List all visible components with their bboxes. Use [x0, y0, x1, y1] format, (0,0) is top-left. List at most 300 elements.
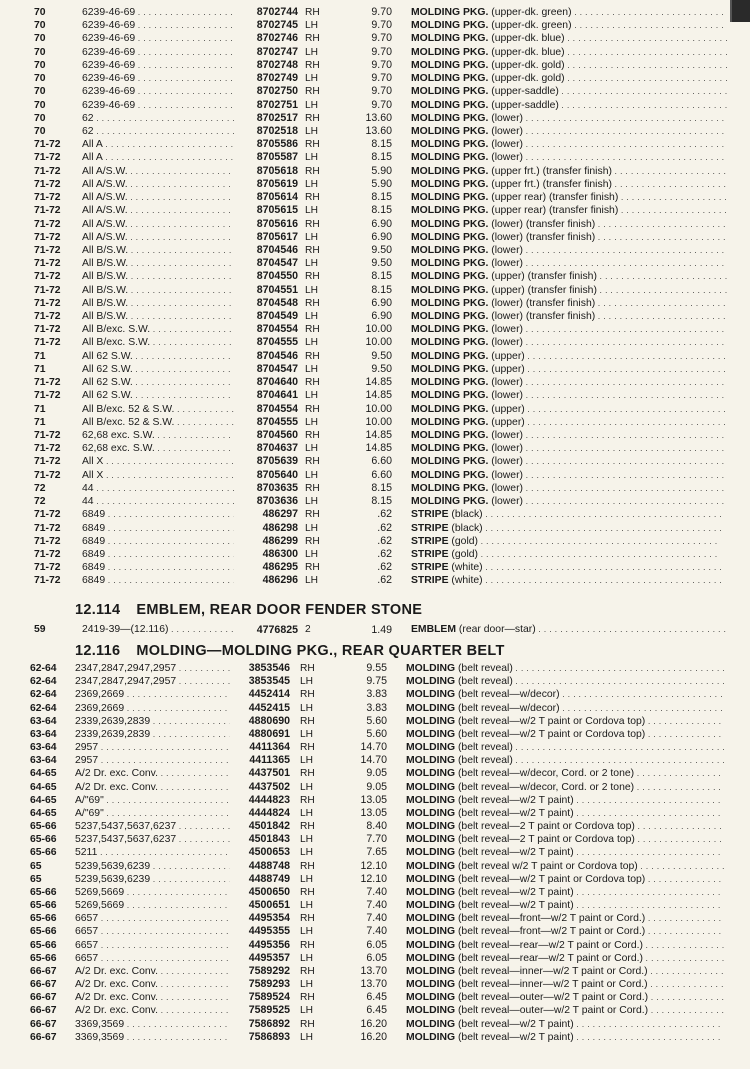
item-detail: (gold) [451, 548, 478, 560]
side-cell: RH [305, 535, 320, 547]
item-detail: (belt reveal—rear—w/2 T paint or Cord.) [457, 939, 643, 951]
model-cell: All A/S.W. . . . [82, 178, 234, 191]
price-cell: 6.90 [371, 230, 392, 243]
parts-row [0, 59, 750, 72]
side-cell: RH [305, 403, 320, 415]
item-name: MOLDING PKG. [411, 46, 489, 58]
description-cell [411, 270, 727, 283]
item-detail: (belt reveal—w/2 T paint) [457, 847, 574, 859]
description-cell [411, 231, 727, 244]
parts-row [0, 310, 750, 323]
parts-row [0, 442, 750, 455]
price-cell: 8.15 [371, 191, 392, 204]
price-cell: 10.00 [365, 323, 392, 336]
parts-row [0, 548, 750, 561]
price-cell: 7.40 [366, 885, 387, 898]
parts-row [0, 429, 750, 442]
item-detail: (upper) [491, 363, 525, 375]
description-cell [411, 310, 727, 323]
item-detail: (belt reveal w/2 T paint or Cordova top) [457, 860, 638, 872]
part-number-cell: 486295 [262, 561, 298, 574]
model-cell: A/2 Dr. exc. Conv. . . . [75, 965, 230, 978]
item-name: MOLDING [406, 755, 456, 767]
side-cell: LH [300, 728, 314, 740]
model-cell: All 62 S.W. . . . [82, 350, 234, 363]
price-cell: 9.70 [371, 98, 392, 111]
side-cell: LH [305, 20, 319, 32]
description-cell [406, 675, 724, 688]
part-number-cell: 7589292 [248, 964, 290, 977]
price-cell: 8.15 [371, 138, 392, 151]
part-number-cell: 3853546 [248, 662, 290, 674]
part-number-cell: 8703636 [256, 495, 298, 508]
part-number-cell: 4452415 [248, 701, 290, 714]
year-cell: 65-66 [30, 913, 57, 925]
side-cell: LH [305, 496, 319, 508]
parts-row [0, 165, 750, 178]
description-cell [411, 257, 727, 270]
item-detail: (upper-dk. blue) [491, 33, 565, 45]
item-detail: (belt reveal—2 T paint or Cordova top) [457, 834, 635, 846]
model-cell: 2339,2639,2839 . . . [75, 728, 230, 741]
parts-row [0, 965, 750, 978]
price-cell: 13.05 [360, 806, 387, 819]
parts-row [0, 191, 750, 204]
year-cell: 71-72 [34, 575, 61, 587]
item-name: MOLDING [406, 847, 456, 859]
item-name: MOLDING PKG. [411, 218, 489, 230]
year-cell: 72 [34, 482, 46, 494]
year-cell: 71-72 [34, 548, 61, 560]
side-cell: RH [305, 112, 320, 124]
description-cell [411, 284, 727, 297]
item-detail: (lower) (transfer finish) [491, 218, 596, 230]
year-cell: 71-72 [34, 192, 61, 204]
part-number-cell: 8704546 [256, 243, 298, 256]
year-cell: 66-67 [30, 1018, 57, 1030]
part-number-cell: 4495357 [248, 951, 290, 964]
item-name: MOLDING [406, 768, 456, 780]
section-header-12-116 [75, 643, 505, 659]
year-cell: 71-72 [34, 509, 61, 521]
description-cell [406, 688, 724, 701]
price-cell: 6.60 [371, 455, 392, 468]
description-cell [411, 495, 727, 508]
model-cell: 62,68 exc. S.W. . . . [82, 429, 234, 442]
item-name: MOLDING PKG. [411, 73, 489, 85]
model-cell: All B/S.W. . . . [82, 244, 234, 257]
model-cell: All B/S.W. . . . [82, 284, 234, 297]
parts-row [0, 455, 750, 468]
part-number-cell: 8704640 [256, 376, 298, 389]
parts-row [0, 767, 750, 780]
item-detail: (upper rear) (transfer finish) [491, 192, 619, 204]
year-cell: 71-72 [34, 205, 61, 217]
description-cell [411, 297, 727, 310]
section-number: 12.114 [75, 602, 121, 618]
part-number-cell: 486296 [262, 574, 298, 587]
item-name: MOLDING PKG. [411, 311, 489, 323]
side-cell: RH [300, 860, 315, 872]
part-number-cell: 4437501 [248, 767, 290, 780]
price-cell: 9.50 [371, 257, 392, 270]
description-cell [411, 429, 727, 442]
description-cell [406, 912, 724, 925]
price-cell: 8.15 [371, 495, 392, 508]
item-detail: (belt reveal—w/2 T paint or Cordova top) [457, 873, 646, 885]
item-detail: (belt reveal—w/2 T paint) [457, 1018, 574, 1030]
model-cell: 6239-46-69 . . . [82, 99, 234, 112]
parts-row [0, 469, 750, 482]
parts-row [0, 702, 750, 715]
year-cell: 71-72 [34, 284, 61, 296]
item-detail: (lower) (transfer finish) [491, 297, 596, 309]
item-name: MOLDING PKG. [411, 178, 489, 190]
description-cell [406, 899, 724, 912]
part-number-cell: 486300 [262, 547, 298, 560]
description-cell [406, 925, 724, 938]
price-cell: 12.10 [360, 859, 387, 872]
price-cell: 5.60 [366, 727, 387, 740]
part-number-cell: 4880690 [248, 714, 290, 727]
item-name: MOLDING PKG. [411, 469, 489, 481]
price-cell: 10.00 [365, 336, 392, 349]
item-name: MOLDING PKG. [411, 430, 489, 441]
year-cell: 65-66 [30, 952, 57, 964]
part-number-cell: 7589293 [248, 978, 290, 991]
section-title: MOLDING—MOLDING PKG., REAR QUARTER BELT [136, 643, 505, 659]
price-cell: 5.60 [366, 714, 387, 727]
model-cell: A/2 Dr. exc. Conv. . . . [75, 991, 230, 1004]
price-cell: 7.70 [366, 833, 387, 846]
model-cell: A/2 Dr. exc. Conv. . . . [75, 1004, 230, 1017]
description-cell [406, 965, 724, 978]
model-cell: 6657 . . . [75, 939, 230, 952]
part-number-cell: 8705587 [256, 151, 298, 164]
description-cell [406, 991, 724, 1004]
side-cell: RH [305, 33, 320, 45]
side-cell: LH [300, 873, 314, 885]
price-cell: 16.20 [360, 1030, 387, 1043]
year-cell: 70 [34, 7, 46, 18]
item-detail: (white) [451, 562, 483, 574]
model-cell: All B/S.W. . . . [82, 297, 234, 310]
side-cell: LH [300, 952, 314, 964]
part-number-cell: 8705617 [256, 230, 298, 243]
model-cell: All B/exc. S.W. . . . [82, 336, 234, 349]
part-number-cell: 8702518 [256, 124, 298, 137]
price-cell: 10.00 [365, 415, 392, 428]
description-cell [411, 363, 727, 376]
price-cell: 9.70 [371, 19, 392, 32]
item-name: MOLDING PKG. [411, 258, 489, 270]
year-cell: 70 [34, 99, 46, 111]
parts-row [0, 336, 750, 349]
model-cell: 6849 . . . [82, 535, 234, 548]
year-cell: 64-65 [30, 781, 57, 793]
side-cell: RH [305, 482, 320, 494]
item-name: MOLDING PKG. [411, 416, 489, 428]
part-number-cell: 4444823 [248, 793, 290, 806]
year-cell: 66-67 [30, 1031, 57, 1043]
year-cell: 71-72 [34, 443, 61, 455]
parts-row [0, 860, 750, 873]
year-cell: 65-66 [30, 900, 57, 912]
model-cell: All B/S.W. . . . [82, 270, 234, 283]
model-cell: 44 . . . [82, 482, 234, 495]
description-cell [411, 508, 727, 521]
item-detail: (upper-dk. gold) [491, 59, 565, 71]
parts-row [0, 19, 750, 32]
year-cell: 65 [30, 873, 42, 885]
parts-row [0, 846, 750, 859]
model-cell: 6239-46-69 . . . [82, 32, 234, 45]
item-name: STRIPE [411, 535, 449, 547]
item-detail: (lower) (transfer finish) [491, 311, 596, 323]
item-detail: (belt reveal—w/decor, Cord. or 2 tone) [457, 768, 635, 780]
side-cell: LH [300, 807, 314, 819]
year-cell: 70 [34, 73, 46, 85]
item-name: MOLDING PKG. [411, 456, 489, 468]
parts-row [0, 218, 750, 231]
part-number-cell: 4495354 [248, 912, 290, 925]
model-cell: 44 . . . [82, 495, 234, 508]
price-cell: 8.15 [371, 151, 392, 164]
side-cell: RH [305, 297, 320, 309]
parts-row [0, 231, 750, 244]
model-cell: All B/S.W. . . . [82, 310, 234, 323]
part-number-cell: 4500653 [248, 846, 290, 859]
parts-row [0, 6, 750, 19]
side-cell: LH [305, 311, 319, 323]
model-cell: 2347,2847,2947,2957 . . . [75, 662, 230, 675]
item-name: MOLDING PKG. [411, 482, 489, 494]
item-detail: (lower) [491, 443, 524, 455]
parts-row [0, 112, 750, 125]
price-cell: 14.85 [365, 429, 392, 441]
price-cell: 12.10 [360, 872, 387, 885]
item-name: MOLDING PKG. [411, 125, 489, 137]
side-cell: LH [305, 469, 319, 481]
description-cell [411, 191, 727, 204]
description-cell [411, 350, 727, 363]
side-cell: LH [305, 522, 319, 534]
price-cell: 14.70 [360, 754, 387, 767]
part-number-cell: 8702751 [256, 98, 298, 111]
description-cell [411, 336, 727, 349]
item-detail: (belt reveal—w/2 T paint) [457, 1031, 574, 1043]
item-name: MOLDING [406, 663, 456, 674]
year-cell: 71-72 [34, 311, 61, 323]
year-cell: 71-72 [34, 165, 61, 177]
model-cell: 5237,5437,5637,6237 . . . [75, 833, 230, 846]
price-cell: 9.70 [371, 32, 392, 45]
part-number-cell: 8704546 [256, 349, 298, 362]
year-cell: 70 [34, 125, 46, 137]
item-name: MOLDING PKG. [411, 152, 489, 164]
side-cell: LH [300, 702, 314, 714]
item-detail: (belt reveal—w/2 T paint or Cordova top) [457, 728, 646, 740]
item-detail: (upper) [491, 403, 525, 415]
parts-row [0, 204, 750, 217]
description-cell [406, 886, 724, 899]
model-cell: All B/exc. S.W. . . . [82, 323, 234, 336]
year-cell: 62-64 [30, 702, 57, 714]
description-cell [406, 794, 724, 807]
description-cell [406, 952, 724, 965]
parts-row [0, 1018, 750, 1031]
price-cell: 8.15 [371, 481, 392, 494]
part-number-cell: 8705615 [256, 204, 298, 217]
description-cell [411, 72, 727, 85]
side-cell: RH [300, 965, 315, 977]
price-cell: 8.15 [371, 270, 392, 283]
parts-row [0, 350, 750, 363]
year-cell: 71 [34, 350, 46, 362]
price-cell: 6.90 [371, 310, 392, 323]
parts-row [0, 389, 750, 402]
part-number-cell: 8704550 [256, 270, 298, 283]
model-cell: All B/exc. 52 & S.W. . . . [82, 416, 234, 429]
price-cell: .62 [377, 561, 392, 574]
section-title: EMBLEM, REAR DOOR FENDER STONE [136, 602, 423, 618]
parts-row [0, 807, 750, 820]
item-name: MOLDING [406, 715, 456, 727]
description-cell [411, 204, 727, 217]
emblem-list [0, 623, 750, 637]
parts-row [0, 991, 750, 1004]
part-number-cell: 8705640 [256, 468, 298, 481]
parts-row [0, 833, 750, 846]
description-cell [411, 46, 727, 59]
year-cell: 62-64 [30, 663, 57, 674]
item-detail: (belt reveal—2 T paint or Cordova top) [457, 821, 635, 833]
parts-row [0, 715, 750, 728]
belt-molding-list [0, 662, 750, 1044]
item-name: MOLDING [406, 1005, 456, 1017]
year-cell: 65-66 [30, 939, 57, 951]
part-number-cell: 4880691 [248, 727, 290, 740]
side-cell: LH [305, 46, 319, 58]
item-detail: (upper rear) (transfer finish) [491, 205, 619, 217]
description-cell [406, 741, 724, 754]
year-cell: 64-65 [30, 807, 57, 819]
description-cell [411, 416, 727, 429]
item-name: MOLDING [406, 781, 456, 793]
model-cell: All 62 S.W. . . . [82, 363, 234, 376]
description-cell [406, 1031, 724, 1044]
part-number-cell: 4444824 [248, 806, 290, 819]
side-cell: LH [305, 575, 319, 587]
item-detail: (lower) [491, 258, 524, 270]
item-detail: (lower) [491, 244, 524, 256]
item-name: MOLDING PKG. [411, 271, 489, 283]
part-number-cell: 8705614 [256, 191, 298, 204]
item-detail: (lower) [491, 125, 524, 137]
part-number-cell: 8704547 [256, 362, 298, 375]
description-cell [406, 754, 724, 767]
description-cell [406, 728, 724, 741]
price-cell: 7.65 [366, 846, 387, 859]
year-cell: 71-72 [34, 430, 61, 441]
parts-row [0, 125, 750, 138]
description-cell [411, 323, 727, 336]
item-name: MOLDING [406, 913, 456, 925]
item-name: MOLDING PKG. [411, 205, 489, 217]
side-cell: RH [300, 1018, 315, 1030]
price-cell: 9.70 [371, 72, 392, 85]
item-detail: (belt reveal—outer—w/2 T paint or Cord.) [457, 1005, 649, 1017]
year-cell: 64-65 [30, 794, 57, 806]
description-cell [411, 19, 727, 32]
price-cell: 13.60 [365, 111, 392, 124]
year-cell: 66-67 [30, 979, 57, 991]
item-detail: (belt reveal—w/decor, Cord. or 2 tone) [457, 781, 635, 793]
model-cell: 6657 . . . [75, 912, 230, 925]
side-cell: RH [300, 886, 315, 898]
item-name: MOLDING PKG. [411, 165, 489, 177]
part-number-cell: 7589524 [248, 991, 290, 1004]
model-cell: A/"69" . . . [75, 794, 230, 807]
item-detail: (upper) (transfer finish) [491, 284, 597, 296]
model-cell: 6849 . . . [82, 508, 234, 521]
model-cell: 2957 . . . [75, 741, 230, 754]
item-name: MOLDING [406, 1031, 456, 1043]
item-detail: (black) [451, 509, 483, 521]
price-cell: 9.50 [371, 349, 392, 362]
model-cell: 5211 . . . [75, 846, 230, 859]
item-name: MOLDING PKG. [411, 20, 489, 32]
item-detail: (belt reveal—front—w/2 T paint or Cord.) [457, 913, 646, 925]
parts-row [0, 151, 750, 164]
item-name: MOLDING [406, 900, 456, 912]
item-name: MOLDING PKG. [411, 324, 489, 336]
year-cell: 71-72 [34, 178, 61, 190]
parts-row [0, 662, 750, 675]
year-cell: 71-72 [34, 258, 61, 270]
part-number-cell: 7589525 [248, 1004, 290, 1017]
year-cell: 63-64 [30, 715, 57, 727]
description-cell [411, 442, 727, 455]
description-cell [411, 112, 727, 125]
price-cell: .62 [377, 534, 392, 547]
model-cell: 62 . . . [82, 112, 234, 125]
parts-row [0, 363, 750, 376]
item-name: MOLDING [406, 821, 456, 833]
parts-row [0, 32, 750, 45]
item-name: MOLDING PKG. [411, 7, 489, 18]
side-cell: RH [305, 192, 320, 204]
side-cell: RH [305, 7, 320, 18]
item-name: MOLDING PKG. [411, 231, 489, 243]
part-number-cell: 8705619 [256, 177, 298, 190]
model-cell: 6239-46-69 . . . [82, 59, 234, 72]
part-number-cell: 4501842 [248, 820, 290, 833]
item-name: MOLDING [406, 860, 456, 872]
side-cell: LH [305, 284, 319, 296]
part-number-cell: 8702744 [256, 6, 298, 18]
item-detail: (gold) [451, 535, 478, 547]
part-number-cell: 8702745 [256, 19, 298, 32]
part-number-cell: 8702748 [256, 58, 298, 71]
parts-row [0, 794, 750, 807]
item-detail: (upper-dk. green) [491, 20, 572, 32]
year-cell: 63-64 [30, 755, 57, 767]
item-detail: (belt reveal—w/2 T paint) [457, 794, 574, 806]
description-cell [406, 860, 724, 873]
side-cell: LH [305, 205, 319, 217]
part-number-cell: 4452414 [248, 688, 290, 701]
